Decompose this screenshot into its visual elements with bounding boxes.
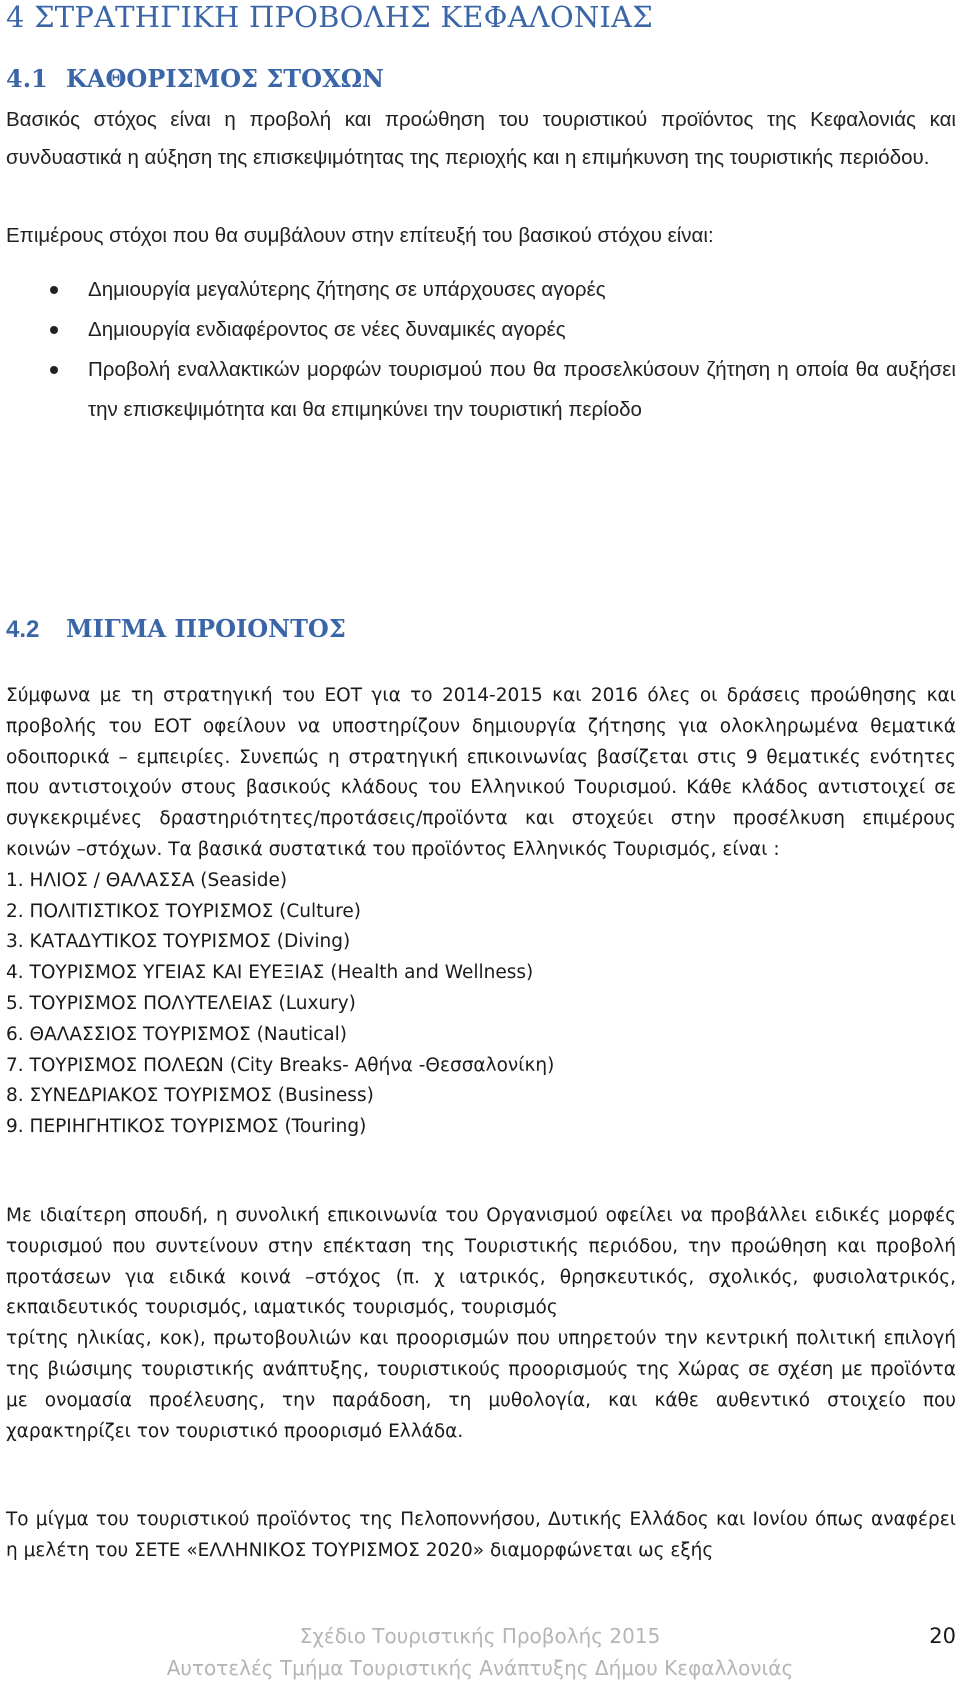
footer-title: Σχέδιο Τουριστικής Προβολής 2015 bbox=[299, 1624, 661, 1648]
list-item: Δημιουργία ενδιαφέροντος σε νέες δυναμικές αγορές bbox=[6, 310, 956, 350]
section-4-2-title: ΜΙΓΜΑ ΠΡΟΙΟΝΤΟΣ bbox=[66, 614, 346, 643]
list-item: 8. ΣΥΝΕΔΡΙΑΚΟΣ ΤΟΥΡΙΣΜΟΣ (Business) bbox=[6, 1085, 374, 1107]
list-item: 5. ΤΟΥΡΙΣΜΟΣ ΠΟΛΥΤΕΛΕΙΑΣ (Luxury) bbox=[6, 992, 356, 1014]
tourism-categories-list bbox=[6, 866, 956, 1143]
section-4-heading: 4 ΣΤΡΑΤΗΓΙΚΗ ΠΡΟΒΟΛΗΣ ΚΕΦΑΛΟΝΙΑΣ bbox=[6, 0, 653, 34]
goals-intro-paragraph: Βασικός στόχος είναι η προβολή και προώθηση του τουριστικού προϊόντος της Κεφαλονιάς και συνδυαστικά η αύξηση της επισκεψιμότητας της περιοχής και η επιμήκυνση της τουριστικής περιόδου. bbox=[6, 108, 956, 169]
page-number: 20 bbox=[929, 1624, 956, 1648]
product-mix-body bbox=[6, 681, 956, 1143]
footer-department: Αυτοτελές Τμήμα Τουριστικής Ανάπτυξης Δήμου Κεφαλλονιάς bbox=[166, 1656, 794, 1680]
section-4-2-number: 4.2 bbox=[6, 616, 40, 643]
section-4-1-title: ΚΑΘΟΡΙΣΜΟΣ ΣΤΟΧΩΝ bbox=[66, 64, 384, 93]
communication-paragraph-part-1: Με ιδιαίτερη σπουδή, η συνολική επικοινωνία του Οργανισμού οφείλει να προβάλλει ειδικές μορφές τουρισμού που συντείνουν στην επέκταση της Τουριστικής περιόδου, την προώθηση και προβολή προτάσεων για ειδικά κοινά –στόχος (π. χ ιατρικός, θρησκευτικός, σχολικός, φυσιολατρικός, εκπαιδευτικός τουρισμός, ιαματικός τουρισμός, τουρισμός bbox=[6, 1205, 956, 1319]
communication-paragraph-part-2: τρίτης ηλικίας, κοκ), πρωτοβουλιών και προορισμών που υπηρετούν την κεντρική πολιτική επιλογή της βιώσιμης τουριστικής ανάπτυξης, τουριστικούς προορισμούς της Χώρας σε σχέση με προϊόντα με ονομασία προέλευσης, την παράδοση, τη μυθολογία, και κάθε αυθεντικό στοιχείο που χαρακτηρίζει τον τουριστικό προορισμό Ελλάδα. bbox=[6, 1328, 956, 1442]
product-mix-paragraph: Το μίγμα του τουριστικού προϊόντος της Πελοποννήσου, Δυτικής Ελλάδος και Ιονίου όπως αναφέρει η μελέτη του ΣΕΤΕ «ΕΛΛΗΝΙΚΟΣ ΤΟΥΡΙΣΜΟΣ 2020» διαμορφώνεται ως εξής bbox=[6, 1509, 956, 1561]
section-4-1-heading bbox=[6, 64, 384, 93]
list-item: 2. ΠΟΛΙΤΙΣΤΙΚΟΣ ΤΟΥΡΙΣΜΟΣ (Culture) bbox=[6, 900, 361, 922]
strategy-paragraph: Σύμφωνα με τη στρατηγική του ΕΟΤ για το 2014-2015 και 2016 όλες οι δράσεις προώθησης και προβολής του ΕΟΤ οφείλουν να υποστηρίζουν δημιουργία ζήτησης για ολοκληρωμένα θεματικά οδοιπορικά – εμπειρίες. Συνεπώς η στρατηγική επικοινωνίας βασίζεται στις 9 θεματικές ενότητες που αντιστοιχούν στους βασικούς κλάδους του Ελληνικού Τουρισμού. Κάθε κλάδος αντιστοιχεί σε συγκεκριμένες δραστηριότητες/προτάσεις/προϊόντα και στοχεύει στην προσέλκυση επιμέρους κοινών –στόχων. Τα βασικά συστατικά του προϊόντος Ελληνικός Τουρισμός, είναι : bbox=[6, 685, 956, 860]
list-item: 1. ΗΛΙΟΣ / ΘΑΛΑΣΣΑ (Seaside) bbox=[6, 869, 288, 891]
sub-goals-intro: Επιμέρους στόχοι που θα συμβάλουν στην επίτευξή του βασικού στόχου είναι: bbox=[6, 224, 714, 247]
bullet-icon bbox=[50, 286, 58, 294]
list-item: Προβολή εναλλακτικών μορφών τουρισμού που θα προσελκύσουν ζήτηση η οποία θα αυξήσει την επισκεψιμότητα και θα επιμηκύνει την τουριστική περίοδο bbox=[6, 350, 956, 430]
section-4-2-heading bbox=[6, 614, 346, 644]
list-item: 6. ΘΑΛΑΣΣΙΟΣ ΤΟΥΡΙΣΜΟΣ (Nautical) bbox=[6, 1023, 347, 1045]
list-item: 3. ΚΑΤΑΔΥΤΙΚΟΣ ΤΟΥΡΙΣΜΟΣ (Diving) bbox=[6, 931, 351, 953]
list-item: Δημιουργία μεγαλύτερης ζήτησης σε υπάρχουσες αγορές bbox=[6, 270, 956, 310]
bullet-icon bbox=[50, 366, 58, 374]
section-4-1-number: 4.1 bbox=[6, 64, 48, 93]
list-item: 9. ΠΕΡΙΗΓΗΤΙΚΟΣ ΤΟΥΡΙΣΜΟΣ (Touring) bbox=[6, 1116, 367, 1138]
sub-goals-list bbox=[6, 270, 956, 430]
list-item: 7. ΤΟΥΡΙΣΜΟΣ ΠΟΛΕΩΝ (City Breaks- Αθήνα -Θεσσαλονίκη) bbox=[6, 1054, 555, 1076]
bullet-icon bbox=[50, 326, 58, 334]
list-item: 4. ΤΟΥΡΙΣΜΟΣ ΥΓΕΙΑΣ ΚΑΙ ΕΥΕΞΙΑΣ (Health and Wellness) bbox=[6, 962, 534, 984]
communication-paragraph bbox=[6, 1201, 956, 1447]
